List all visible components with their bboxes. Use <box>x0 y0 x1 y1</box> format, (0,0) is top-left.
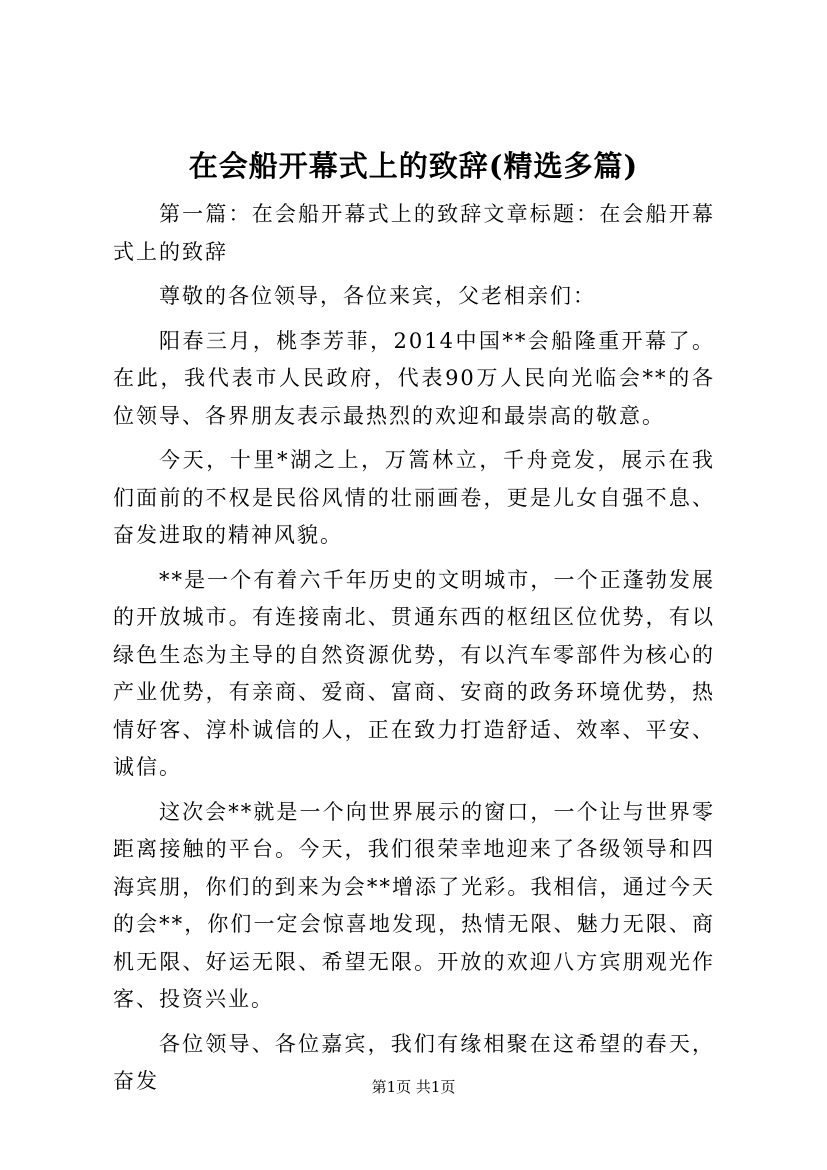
document-title: 在会船开幕式上的致辞(精选多篇) <box>188 149 639 183</box>
page-number-footer: 第1页 共1页 <box>371 1078 456 1096</box>
paragraph-heading: 第一篇：在会船开幕式上的致辞文章标题：在会船开幕式上的致辞 <box>113 202 715 264</box>
paragraph-today: 今天，十里*湖之上，万篙林立，千舟竞发，展示在我们面前的不权是民俗风情的壮丽画卷，更是儿女自强不息、奋发进取的精神风貌。 <box>113 448 715 547</box>
paragraph-opening: 阳春三月，桃李芳菲，2014中国**会船隆重开幕了。在此，我代表市人民政府，代表90万人民向光临会**的各位领导、各界朋友表示最热烈的欢迎和最崇高的敬意。 <box>113 328 715 428</box>
paragraph-window: 这次会**就是一个向世界展示的窗口，一个让与世界零距离接触的平台。今天，我们很荣幸地迎来了各级领导和四海宾朋，你们的到来为会**增添了光彩。我相信，通过今天的会**，你们一定会惊喜地发现，热情无限、魅力无限、商机无限、好运无限、希望无限。开放的欢迎八方宾朋观光作客、投资兴业。 <box>113 799 715 1011</box>
paragraph-city: **是一个有着六千年历史的文明城市，一个正蓬勃发展的开放城市。有连接南北、贯通东西的枢纽区位优势，有以绿色生态为主导的自然资源优势，有以汽车零部件为核心的产业优势，有亲商、爱商、富商、安商的政务环境优势，热情好客、淳朴诚信的人，正在致力打造舒适、效率、平安、诚信。 <box>113 567 715 779</box>
paragraph-salutation: 尊敬的各位领导，各位来宾，父老相亲们： <box>159 284 596 308</box>
document-body <box>113 196 715 1108</box>
paragraph-closing: 各位领导、各位嘉宾，我们有缘相聚在这希望的春天，奋发 <box>113 1031 715 1093</box>
